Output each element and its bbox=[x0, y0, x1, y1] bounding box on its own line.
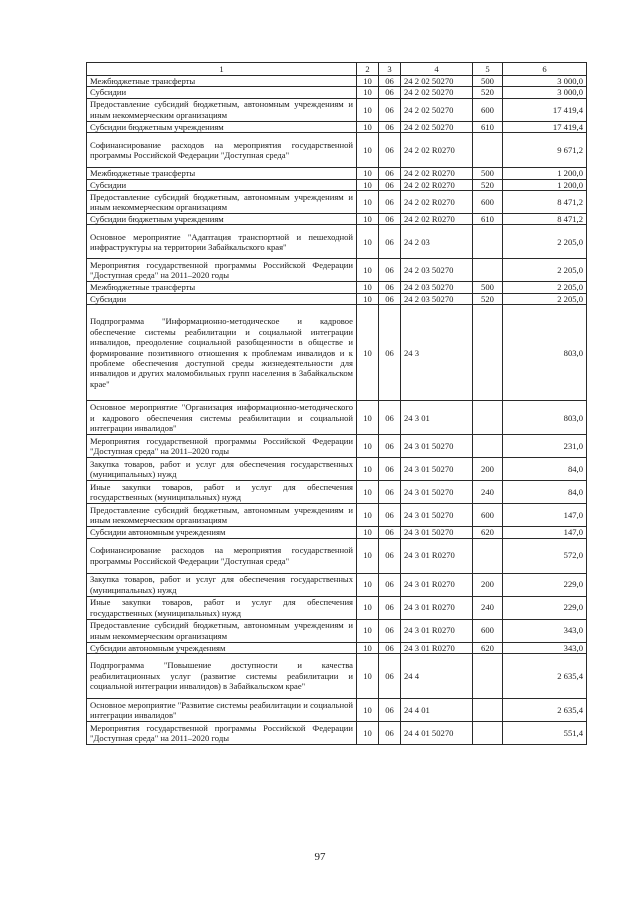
table-row bbox=[87, 225, 587, 259]
row-target-article-cell: 24 2 03 50270 bbox=[401, 293, 473, 304]
row-code-subsection-cell: 06 bbox=[379, 133, 401, 168]
row-target-article-cell: 24 2 02 R0270 bbox=[401, 191, 473, 214]
table-row bbox=[87, 87, 587, 98]
table-row bbox=[87, 168, 587, 179]
table-row bbox=[87, 504, 587, 527]
row-amount-cell: 1 200,0 bbox=[503, 168, 587, 179]
row-code-subsection-cell: 06 bbox=[379, 76, 401, 87]
row-expense-type-cell: 600 bbox=[473, 191, 503, 214]
row-target-article-cell: 24 3 01 50270 bbox=[401, 481, 473, 504]
row-name-cell: Иные закупки товаров, работ и услуг для обеспечения государственных (муниципальных) нужд bbox=[87, 481, 357, 504]
row-code-section-cell: 10 bbox=[357, 504, 379, 527]
table-row bbox=[87, 699, 587, 722]
row-target-article-cell: 24 3 01 50270 bbox=[401, 504, 473, 527]
row-amount-cell: 17 419,4 bbox=[503, 98, 587, 121]
row-name-cell: Основное мероприятие "Адаптация транспортной и пешеходной инфраструктуры на территории Забайкальского края" bbox=[87, 225, 357, 259]
table-row bbox=[87, 538, 587, 573]
row-target-article-cell: 24 4 01 bbox=[401, 699, 473, 722]
row-name-cell: Мероприятия государственной программы Российской Федерации "Доступная среда" на 2011–2020 годы bbox=[87, 722, 357, 745]
row-code-section-cell: 10 bbox=[357, 133, 379, 168]
row-code-subsection-cell: 06 bbox=[379, 527, 401, 538]
row-expense-type-cell: 500 bbox=[473, 76, 503, 87]
row-name-cell: Предоставление субсидий бюджетным, автономным учреждениям и иным некоммерческим организациям bbox=[87, 191, 357, 214]
row-target-article-cell: 24 4 01 50270 bbox=[401, 722, 473, 745]
table-row bbox=[87, 596, 587, 619]
row-expense-type-cell bbox=[473, 722, 503, 745]
table-row bbox=[87, 619, 587, 642]
row-name-cell: Субсидии бюджетным учреждениям bbox=[87, 214, 357, 225]
row-code-section-cell: 10 bbox=[357, 654, 379, 699]
row-expense-type-cell bbox=[473, 401, 503, 435]
row-expense-type-cell bbox=[473, 133, 503, 168]
row-code-section-cell: 10 bbox=[357, 76, 379, 87]
row-amount-cell: 8 471,2 bbox=[503, 214, 587, 225]
table-row bbox=[87, 435, 587, 458]
table-row bbox=[87, 76, 587, 87]
row-name-cell: Межбюджетные трансферты bbox=[87, 76, 357, 87]
row-code-subsection-cell: 06 bbox=[379, 121, 401, 132]
row-amount-cell: 551,4 bbox=[503, 722, 587, 745]
row-name-cell: Мероприятия государственной программы Российской Федерации "Доступная среда" на 2011–2020 годы bbox=[87, 259, 357, 282]
table-row bbox=[87, 642, 587, 653]
row-code-section-cell: 10 bbox=[357, 699, 379, 722]
row-name-cell: Основное мероприятие "Развитие системы реабилитации и социальной интеграции инвалидов" bbox=[87, 699, 357, 722]
row-code-subsection-cell: 06 bbox=[379, 699, 401, 722]
header-cell: 6 bbox=[503, 63, 587, 76]
row-code-subsection-cell: 06 bbox=[379, 642, 401, 653]
row-target-article-cell: 24 3 01 50270 bbox=[401, 435, 473, 458]
table-row bbox=[87, 282, 587, 293]
row-code-subsection-cell: 06 bbox=[379, 654, 401, 699]
row-expense-type-cell: 500 bbox=[473, 168, 503, 179]
row-name-cell: Субсидии автономным учреждениям bbox=[87, 527, 357, 538]
row-code-section-cell: 10 bbox=[357, 98, 379, 121]
row-target-article-cell: 24 2 02 R0270 bbox=[401, 214, 473, 225]
row-amount-cell: 9 671,2 bbox=[503, 133, 587, 168]
row-amount-cell: 1 200,0 bbox=[503, 179, 587, 190]
table-row bbox=[87, 121, 587, 132]
row-target-article-cell: 24 2 03 50270 bbox=[401, 259, 473, 282]
row-code-section-cell: 10 bbox=[357, 722, 379, 745]
row-expense-type-cell: 520 bbox=[473, 87, 503, 98]
row-code-section-cell: 10 bbox=[357, 191, 379, 214]
row-target-article-cell: 24 3 01 R0270 bbox=[401, 619, 473, 642]
row-code-section-cell: 10 bbox=[357, 573, 379, 596]
row-name-cell: Закупка товаров, работ и услуг для обеспечения государственных (муниципальных) нужд bbox=[87, 458, 357, 481]
table-row bbox=[87, 573, 587, 596]
row-code-subsection-cell: 06 bbox=[379, 722, 401, 745]
row-code-subsection-cell: 06 bbox=[379, 619, 401, 642]
row-code-subsection-cell: 06 bbox=[379, 282, 401, 293]
row-code-section-cell: 10 bbox=[357, 225, 379, 259]
row-expense-type-cell bbox=[473, 654, 503, 699]
row-code-subsection-cell: 06 bbox=[379, 481, 401, 504]
row-code-section-cell: 10 bbox=[357, 596, 379, 619]
row-target-article-cell: 24 2 02 R0270 bbox=[401, 133, 473, 168]
row-code-subsection-cell: 06 bbox=[379, 305, 401, 401]
row-code-subsection-cell: 06 bbox=[379, 293, 401, 304]
row-code-subsection-cell: 06 bbox=[379, 98, 401, 121]
row-amount-cell: 147,0 bbox=[503, 504, 587, 527]
row-target-article-cell: 24 3 01 R0270 bbox=[401, 642, 473, 653]
row-code-section-cell: 10 bbox=[357, 87, 379, 98]
row-amount-cell: 17 419,4 bbox=[503, 121, 587, 132]
row-target-article-cell: 24 2 02 50270 bbox=[401, 98, 473, 121]
header-cell: 3 bbox=[379, 63, 401, 76]
row-name-cell: Основное мероприятие "Организация информационно-методического и кадрового обеспечения системы реабилитации и социальной интеграции инвалидов" bbox=[87, 401, 357, 435]
table-row bbox=[87, 214, 587, 225]
row-code-section-cell: 10 bbox=[357, 458, 379, 481]
row-target-article-cell: 24 2 02 R0270 bbox=[401, 179, 473, 190]
row-amount-cell: 2 205,0 bbox=[503, 225, 587, 259]
row-amount-cell: 3 000,0 bbox=[503, 87, 587, 98]
row-amount-cell: 229,0 bbox=[503, 573, 587, 596]
table-row bbox=[87, 259, 587, 282]
row-code-subsection-cell: 06 bbox=[379, 401, 401, 435]
row-code-section-cell: 10 bbox=[357, 259, 379, 282]
row-amount-cell: 8 471,2 bbox=[503, 191, 587, 214]
row-amount-cell: 229,0 bbox=[503, 596, 587, 619]
row-code-section-cell: 10 bbox=[357, 538, 379, 573]
row-expense-type-cell: 520 bbox=[473, 293, 503, 304]
row-expense-type-cell bbox=[473, 699, 503, 722]
row-name-cell: Субсидии автономным учреждениям bbox=[87, 642, 357, 653]
table-row bbox=[87, 293, 587, 304]
row-expense-type-cell bbox=[473, 305, 503, 401]
row-expense-type-cell: 610 bbox=[473, 214, 503, 225]
row-code-subsection-cell: 06 bbox=[379, 259, 401, 282]
row-target-article-cell: 24 3 01 50270 bbox=[401, 458, 473, 481]
row-amount-cell: 2 635,4 bbox=[503, 699, 587, 722]
row-name-cell: Субсидии bbox=[87, 87, 357, 98]
row-amount-cell: 343,0 bbox=[503, 619, 587, 642]
row-target-article-cell: 24 4 bbox=[401, 654, 473, 699]
row-code-subsection-cell: 06 bbox=[379, 179, 401, 190]
table-row bbox=[87, 191, 587, 214]
row-expense-type-cell: 520 bbox=[473, 179, 503, 190]
row-expense-type-cell bbox=[473, 538, 503, 573]
row-name-cell: Закупка товаров, работ и услуг для обеспечения государственных (муниципальных) нужд bbox=[87, 573, 357, 596]
row-code-section-cell: 10 bbox=[357, 619, 379, 642]
row-amount-cell: 2 205,0 bbox=[503, 259, 587, 282]
row-expense-type-cell: 600 bbox=[473, 98, 503, 121]
table-row bbox=[87, 654, 587, 699]
row-amount-cell: 2 635,4 bbox=[503, 654, 587, 699]
row-amount-cell: 231,0 bbox=[503, 435, 587, 458]
table-row bbox=[87, 458, 587, 481]
row-code-section-cell: 10 bbox=[357, 435, 379, 458]
row-target-article-cell: 24 2 02 50270 bbox=[401, 121, 473, 132]
row-amount-cell: 572,0 bbox=[503, 538, 587, 573]
row-target-article-cell: 24 3 01 R0270 bbox=[401, 538, 473, 573]
row-target-article-cell: 24 3 01 bbox=[401, 401, 473, 435]
row-amount-cell: 3 000,0 bbox=[503, 76, 587, 87]
row-code-subsection-cell: 06 bbox=[379, 573, 401, 596]
row-amount-cell: 84,0 bbox=[503, 458, 587, 481]
row-name-cell: Подпрограмма "Информационно-методическое и кадровое обеспечение системы реабилитации и социальной интеграции инвалидов, преодоление социальной разобщенности в обществе и формирование позитивного отношения к проблемам инвалидов и к проблеме обеспечения доступной среды жизнедеятельности для инвалидов и других маломобильных групп населения в Забайкальском крае" bbox=[87, 305, 357, 401]
row-amount-cell: 147,0 bbox=[503, 527, 587, 538]
table-row bbox=[87, 305, 587, 401]
table-row bbox=[87, 527, 587, 538]
row-expense-type-cell: 600 bbox=[473, 504, 503, 527]
row-code-subsection-cell: 06 bbox=[379, 596, 401, 619]
row-expense-type-cell bbox=[473, 259, 503, 282]
row-code-section-cell: 10 bbox=[357, 401, 379, 435]
row-code-subsection-cell: 06 bbox=[379, 225, 401, 259]
row-expense-type-cell: 620 bbox=[473, 642, 503, 653]
row-code-subsection-cell: 06 bbox=[379, 435, 401, 458]
header-cell: 4 bbox=[401, 63, 473, 76]
row-code-section-cell: 10 bbox=[357, 642, 379, 653]
row-expense-type-cell: 600 bbox=[473, 619, 503, 642]
row-code-section-cell: 10 bbox=[357, 527, 379, 538]
row-target-article-cell: 24 2 02 50270 bbox=[401, 87, 473, 98]
row-name-cell: Софинансирование расходов на мероприятия государственной программы Российской Федерации "Доступная среда" bbox=[87, 133, 357, 168]
header-cell: 1 bbox=[87, 63, 357, 76]
row-code-subsection-cell: 06 bbox=[379, 504, 401, 527]
row-amount-cell: 84,0 bbox=[503, 481, 587, 504]
row-name-cell: Межбюджетные трансферты bbox=[87, 168, 357, 179]
row-name-cell: Субсидии bbox=[87, 179, 357, 190]
row-name-cell: Предоставление субсидий бюджетным, автономным учреждениям и иным некоммерческим организациям bbox=[87, 619, 357, 642]
row-code-section-cell: 10 bbox=[357, 481, 379, 504]
row-code-subsection-cell: 06 bbox=[379, 538, 401, 573]
row-name-cell: Софинансирование расходов на мероприятия государственной программы Российской Федерации "Доступная среда" bbox=[87, 538, 357, 573]
row-name-cell: Мероприятия государственной программы Российской Федерации "Доступная среда" на 2011–2020 годы bbox=[87, 435, 357, 458]
row-target-article-cell: 24 3 01 50270 bbox=[401, 527, 473, 538]
row-name-cell: Предоставление субсидий бюджетным, автономным учреждениям и иным некоммерческим организациям bbox=[87, 504, 357, 527]
table-row bbox=[87, 179, 587, 190]
row-code-subsection-cell: 06 bbox=[379, 214, 401, 225]
table-row bbox=[87, 401, 587, 435]
row-expense-type-cell: 500 bbox=[473, 282, 503, 293]
row-target-article-cell: 24 2 02 R0270 bbox=[401, 168, 473, 179]
row-code-subsection-cell: 06 bbox=[379, 191, 401, 214]
row-amount-cell: 803,0 bbox=[503, 401, 587, 435]
row-name-cell: Межбюджетные трансферты bbox=[87, 282, 357, 293]
row-amount-cell: 343,0 bbox=[503, 642, 587, 653]
row-target-article-cell: 24 2 03 50270 bbox=[401, 282, 473, 293]
row-code-section-cell: 10 bbox=[357, 293, 379, 304]
table-row bbox=[87, 722, 587, 745]
table-row bbox=[87, 98, 587, 121]
row-name-cell: Предоставление субсидий бюджетным, автономным учреждениям и иным некоммерческим организациям bbox=[87, 98, 357, 121]
row-amount-cell: 2 205,0 bbox=[503, 293, 587, 304]
row-name-cell: Подпрограмма "Повышение доступности и качества реабилитационных услуг (развитие системы реабилитации и социальной интеграции инвалидов) в Забайкальском крае" bbox=[87, 654, 357, 699]
budget-table bbox=[86, 62, 587, 745]
row-target-article-cell: 24 2 02 50270 bbox=[401, 76, 473, 87]
row-expense-type-cell: 240 bbox=[473, 481, 503, 504]
header-cell: 2 bbox=[357, 63, 379, 76]
row-code-section-cell: 10 bbox=[357, 179, 379, 190]
row-code-section-cell: 10 bbox=[357, 121, 379, 132]
row-code-subsection-cell: 06 bbox=[379, 87, 401, 98]
row-expense-type-cell: 200 bbox=[473, 458, 503, 481]
row-expense-type-cell: 620 bbox=[473, 527, 503, 538]
row-target-article-cell: 24 3 01 R0270 bbox=[401, 573, 473, 596]
row-name-cell: Иные закупки товаров, работ и услуг для обеспечения государственных (муниципальных) нужд bbox=[87, 596, 357, 619]
row-expense-type-cell: 610 bbox=[473, 121, 503, 132]
table-row bbox=[87, 133, 587, 168]
row-code-section-cell: 10 bbox=[357, 305, 379, 401]
table-header-row bbox=[87, 63, 587, 76]
page-number: 97 bbox=[314, 851, 326, 863]
row-amount-cell: 803,0 bbox=[503, 305, 587, 401]
row-expense-type-cell bbox=[473, 225, 503, 259]
row-amount-cell: 2 205,0 bbox=[503, 282, 587, 293]
row-code-section-cell: 10 bbox=[357, 282, 379, 293]
header-cell: 5 bbox=[473, 63, 503, 76]
row-expense-type-cell: 200 bbox=[473, 573, 503, 596]
row-target-article-cell: 24 2 03 bbox=[401, 225, 473, 259]
row-expense-type-cell bbox=[473, 435, 503, 458]
row-expense-type-cell: 240 bbox=[473, 596, 503, 619]
table-row bbox=[87, 481, 587, 504]
row-target-article-cell: 24 3 bbox=[401, 305, 473, 401]
row-code-section-cell: 10 bbox=[357, 168, 379, 179]
row-target-article-cell: 24 3 01 R0270 bbox=[401, 596, 473, 619]
row-code-subsection-cell: 06 bbox=[379, 168, 401, 179]
row-code-section-cell: 10 bbox=[357, 214, 379, 225]
row-code-subsection-cell: 06 bbox=[379, 458, 401, 481]
row-name-cell: Субсидии бюджетным учреждениям bbox=[87, 121, 357, 132]
row-name-cell: Субсидии bbox=[87, 293, 357, 304]
